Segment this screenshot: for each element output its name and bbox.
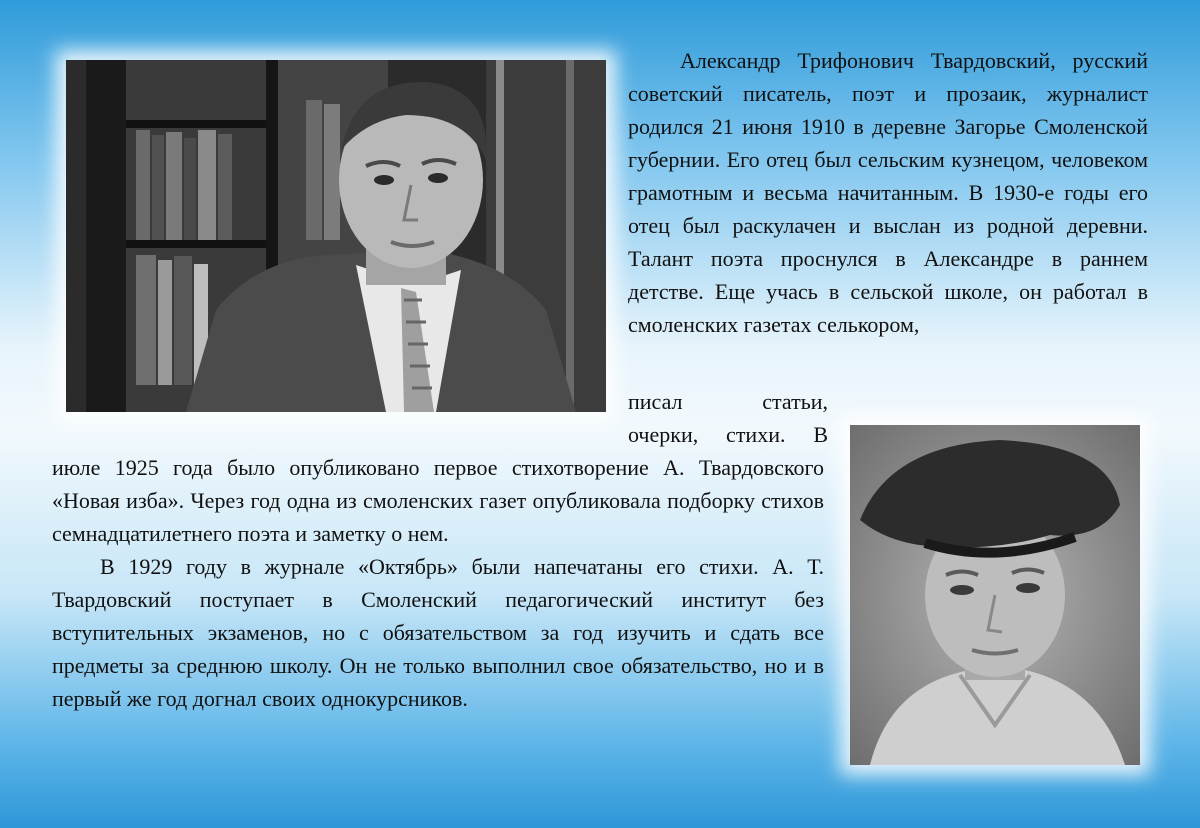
biography-text-short-line-1 xyxy=(628,385,828,418)
portrait-adult-photo xyxy=(66,60,606,412)
portrait-young-image xyxy=(850,425,1140,765)
biography-text-short-line-2 xyxy=(628,418,828,451)
paragraph-2: В 1929 году в журнале «Октябрь» были напечатаны его стихи. А. Т. Твардовский поступает в Смоленский педагогический институт без вступительных экзаменов, но с обязательством за год изучить и сдать все предметы за среднюю школу. Он не только выполнил свое обязательство, но и в первый же год догнал своих однокурсников. xyxy=(52,554,824,711)
biography-text-bottom xyxy=(52,451,824,715)
portrait-young-photo xyxy=(850,425,1140,765)
paragraph-1-top: Александр Трифонович Твардовский, русский советский писатель, поэт и прозаик, журналист родился 21 июня 1910 в деревне Загорье Смоленской губернии. Его отец был сельским кузнецом, человеком грамотным и весьма начитанным. В 1930-е годы его отец был раскулачен и выслан из родной деревни. Талант поэта проснулся в Александре в раннем детстве. Еще учась в сельской школе, он работал в смоленских газетах селькором, xyxy=(628,48,1148,337)
paragraph-1-bottom: июле 1925 года было опубликовано первое стихотворение А. Твардовского «Новая изба». Через год одна из смоленских газет опубликовала подборку стихов семнадцатилетнего поэта и заметку о нем. xyxy=(52,455,824,546)
portrait-adult-image xyxy=(66,60,606,412)
biography-text-top xyxy=(628,44,1148,341)
paragraph-1-line-short-1: писал статьи, xyxy=(628,389,828,414)
paragraph-1-line-short-2: очерки, стихи. В xyxy=(628,422,828,447)
